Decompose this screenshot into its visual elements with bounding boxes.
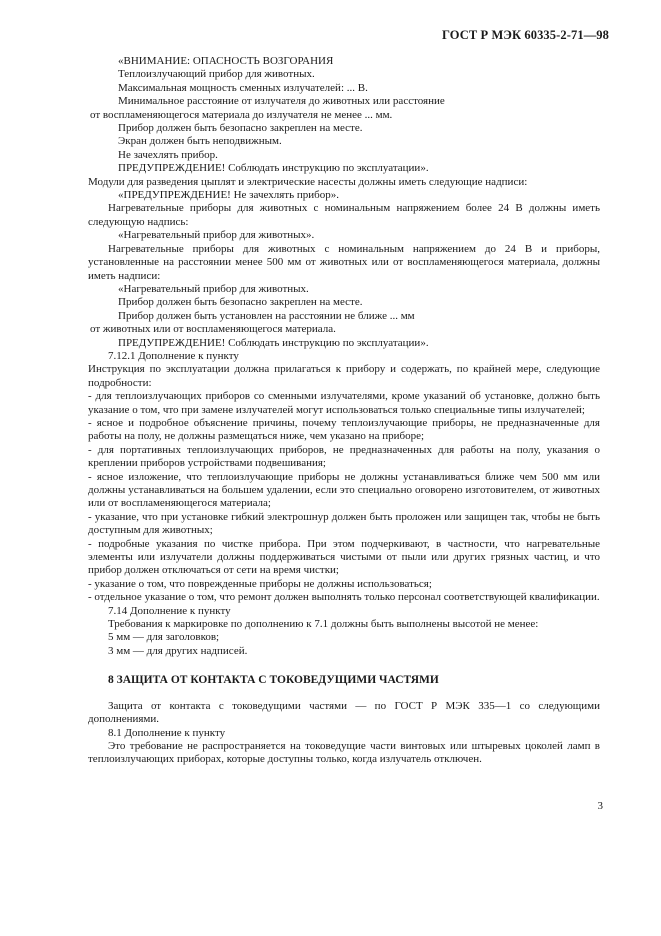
bullet-item: - ясное и подробное объяснение причины, почему теплоизлучающие приборы, не предназначенные для работы на полу, не должны размещаться ниже, чем указано на приборе; (88, 416, 600, 443)
warning-line: Максимальная мощность сменных излучателей: ... В. (118, 81, 368, 94)
warning-line: Экран должен быть неподвижным. (118, 135, 282, 148)
warning-line: ПРЕДУПРЕЖДЕНИЕ! Соблюдать инструкцию по эксплуатации». (118, 162, 429, 175)
warning-line: Прибор должен быть установлен на расстоянии не ближе ... мм (118, 309, 415, 322)
section-8-title: 8 ЗАЩИТА ОТ КОНТАКТА С ТОКОВЕДУЩИМИ ЧАСТЯМИ (108, 674, 439, 687)
bullet-item: - ясное изложение, что теплоизлучающие приборы не должны устанавливаться ближе чем 500 мм или должны устанавливаться на большем удалении, если это специально оговорено изготовителем, от животных или от воспламеняющегося материала; (88, 470, 600, 510)
page-number: 3 (597, 800, 603, 812)
paragraph-modules: Модули для разведения цыплят и электрические насесты должны иметь следующие надписи: (88, 175, 528, 188)
bullet-item: - указание о том, что поврежденные приборы не должны использоваться; (88, 577, 432, 590)
warning-line: Не зачехлять прибор. (118, 148, 218, 161)
warning-line: Минимальное расстояние от излучателя до животных или расстояние (118, 95, 445, 108)
warning-line: «Нагревательный прибор для животных. (118, 282, 309, 295)
bullet-item: - подробные указания по чистке прибора. При этом подчеркивают, в частности, что нагревательные элементы или излучатели должны поддерживаться чистыми от пыли или других грязных частиц, и что прибор должен отключаться от сети на время чистки; (88, 537, 600, 577)
document-header: ГОСТ Р МЭК 60335-2-71—98 (442, 28, 609, 42)
warning-line: «ВНИМАНИЕ: ОПАСНОСТЬ ВОЗГОРАНИЯ (118, 55, 334, 67)
marking-headings: 5 мм — для заголовков; (108, 631, 220, 644)
quote-modules: «ПРЕДУПРЕЖДЕНИЕ! Не зачехлять прибор». (118, 189, 339, 202)
warning-line: Прибор должен быть безопасно закреплен на месте. (118, 296, 363, 309)
paragraph-marking: Требования к маркировке по дополнению к 7.1 должны быть выполнены высотой не менее: (108, 618, 539, 631)
subsection-7-12-1: 7.12.1 Дополнение к пункту (108, 349, 239, 362)
bullet-item: - указание, что при установке гибкий электрошнур должен быть проложен или защищен так, чтобы не быть доступным для животных; (88, 510, 600, 537)
warning-line: от воспламеняющегося материала до излучателя не менее ... мм. (90, 108, 393, 121)
paragraph-instructions: Инструкция по эксплуатации должна прилагаться к прибору и содержать, по крайней мере, следующие подробности: (88, 363, 600, 389)
warning-line: ПРЕДУПРЕЖДЕНИЕ! Соблюдать инструкцию по эксплуатации». (118, 336, 429, 349)
quote-heaters-24v: «Нагревательный прибор для животных». (118, 229, 315, 242)
paragraph-heaters-24v: Нагревательные приборы для животных с номинальным напряжением более 24 В должны иметь следующую надпись: (88, 202, 600, 228)
warning-line: от животных или от воспламеняющегося материала. (90, 323, 336, 336)
bullet-item: - для портативных теплоизлучающих приборов, не предназначенных для работы на полу, указания о креплении приборов устройствами подвешивания; (88, 443, 600, 470)
subsection-8-1: 8.1 Дополнение к пункту (108, 726, 226, 739)
warning-line: Теплоизлучающий прибор для животных. (118, 68, 315, 81)
document-body (88, 55, 600, 767)
bullet-item: - отдельное указание о том, что ремонт должен выполнять только персонал соответствующей квалификации. (88, 591, 600, 604)
bullet-item: - для теплоизлучающих приборов со сменными излучателями, кроме указаний об установке, должно быть указание о том, что при замене излучателей могут использоваться только специальные типы излучателей; (88, 390, 600, 416)
marking-other: 3 мм — для других надписей. (108, 644, 248, 657)
section-8-paragraph: Защита от контакта с токоведущими частями — по ГОСТ Р МЭК 335—1 со следующими дополнениями. (88, 699, 600, 726)
subsection-7-14: 7.14 Дополнение к пункту (108, 604, 231, 617)
section-8-1-paragraph: Это требование не распространяется на токоведущие части винтовых или штыревых цоколей ламп в теплоизлучающих приборах, которые доступны только, когда излучатель отключен. (88, 739, 600, 766)
paragraph-heaters-low-voltage: Нагревательные приборы для животных с номинальным напряжением до 24 В и приборы, установленные на расстоянии менее 500 мм от животных или от воспламеняющегося материала, должны иметь надписи: (88, 242, 600, 282)
warning-line: Прибор должен быть безопасно закреплен на месте. (118, 122, 363, 135)
